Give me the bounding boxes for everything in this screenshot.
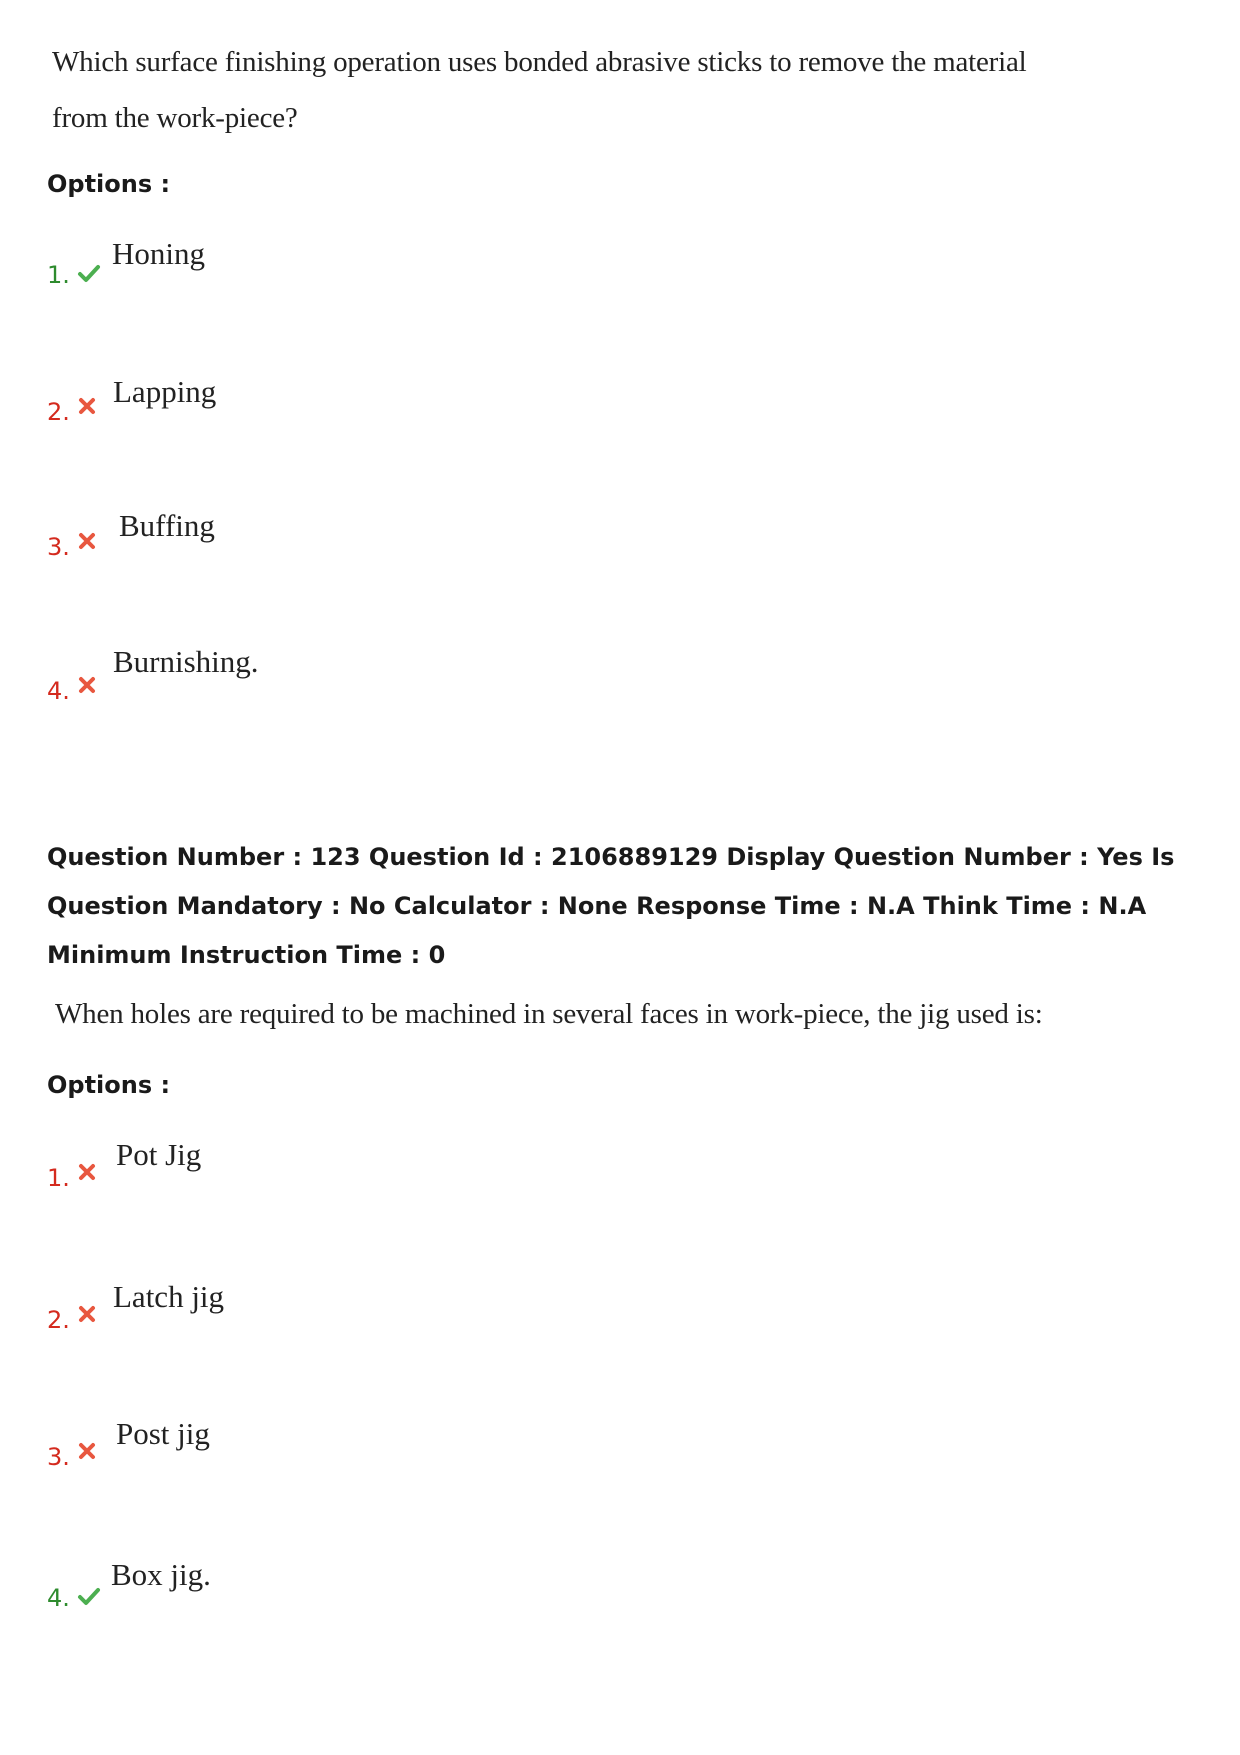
option-text: Pot Jig xyxy=(116,1137,202,1172)
cross-icon xyxy=(75,394,99,418)
option-text: Box jig. xyxy=(111,1557,211,1592)
option-number: 2. xyxy=(47,398,70,426)
cross-icon xyxy=(75,673,99,697)
question-metadata: Question Number : 123 Question Id : 2106889129 Display Question Number : Yes Is Question Mandatory : No Calculator : None Response Time : N.A Think Time : N.A Minimum Instruction Time : 0 xyxy=(47,843,1175,969)
cross-icon xyxy=(75,529,99,553)
question-line-2: from the work-piece? xyxy=(52,102,298,134)
option-number: 3. xyxy=(47,1443,70,1471)
option-text: Honing xyxy=(112,236,205,271)
option-number: 1. xyxy=(47,1164,70,1192)
question-line-1: Which surface finishing operation uses bonded abrasive sticks to remove the material xyxy=(52,46,1027,78)
option-number: 4. xyxy=(47,1584,70,1612)
check-icon xyxy=(77,1584,101,1608)
cross-icon xyxy=(75,1439,99,1463)
option-number: 2. xyxy=(47,1306,70,1334)
option-number: 4. xyxy=(47,677,70,705)
cross-icon xyxy=(75,1302,99,1326)
options-label: Options : xyxy=(47,1071,171,1099)
option-number: 3. xyxy=(47,533,70,561)
check-icon xyxy=(77,261,101,285)
option-text: Buffing xyxy=(119,508,215,543)
question-line-1: When holes are required to be machined in several faces in work-piece, the jig used is: xyxy=(55,998,1043,1030)
option-text: Post jig xyxy=(116,1416,210,1451)
option-text: Latch jig xyxy=(113,1279,225,1314)
option-text: Lapping xyxy=(113,374,217,409)
option-number: 1. xyxy=(47,261,70,289)
option-text: Burnishing. xyxy=(113,644,259,679)
options-label: Options : xyxy=(47,170,171,198)
cross-icon xyxy=(75,1160,99,1184)
